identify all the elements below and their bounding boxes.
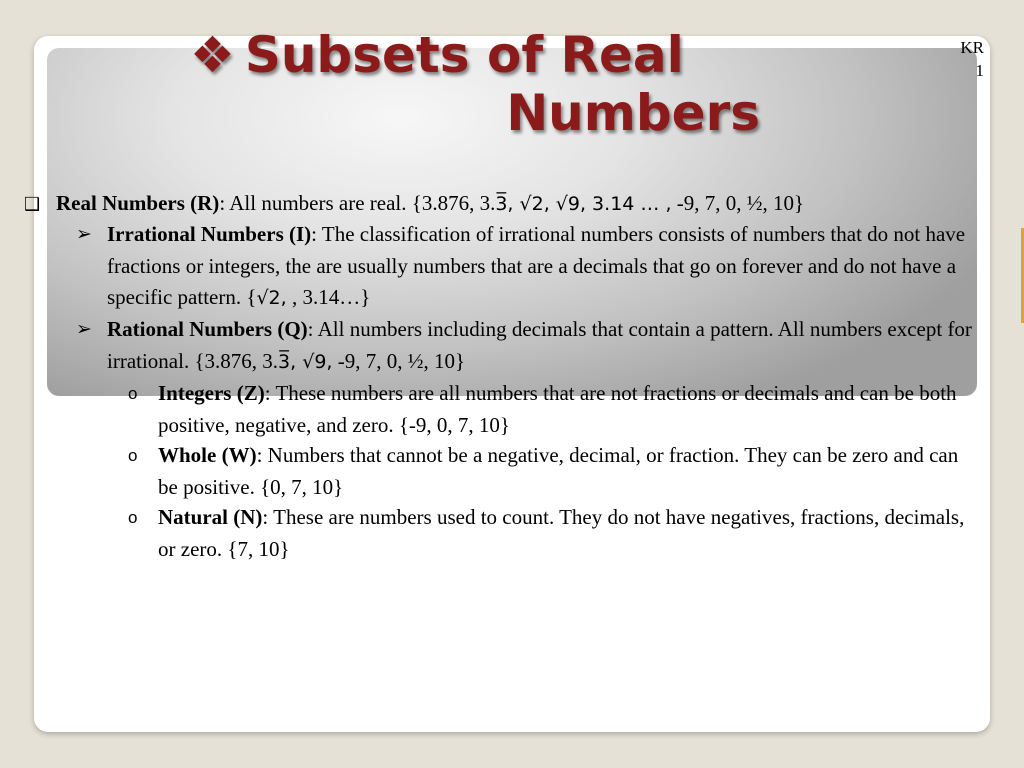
arrow-bullet-icon: ➢ xyxy=(76,318,92,340)
circle-bullet-icon: o xyxy=(128,508,138,527)
rational-numbers-math: 3̅, √9, xyxy=(278,350,333,373)
term-separator: : xyxy=(307,317,314,341)
title-line-1-text: Subsets of Real xyxy=(244,26,684,84)
term-separator: : xyxy=(219,191,226,215)
list-item-integers xyxy=(128,378,978,441)
term-whole: Whole (W) xyxy=(158,443,257,467)
natural-description: These are numbers used to count. They do not have negatives, fractions, decimals, or zero. {7, 10} xyxy=(158,505,965,561)
list-item-irrational-numbers xyxy=(76,219,987,315)
term-integers: Integers (Z) xyxy=(158,381,265,405)
checkbox-bullet-icon: ❑ xyxy=(24,194,41,215)
rational-numbers-description: All numbers including decimals that contain a pattern. All numbers except for irrational. {3.876, 3. xyxy=(107,317,972,373)
list-item-rational-numbers xyxy=(76,314,987,378)
title-line-2: Numbers xyxy=(506,84,760,142)
term-separator: : xyxy=(256,443,263,467)
integers-description: These numbers are all numbers that are not fractions or decimals and can be both positive, negative, and zero. {-9, 0, 7, 10} xyxy=(158,381,957,437)
circle-bullet-icon: o xyxy=(128,446,138,465)
term-real-numbers: Real Numbers (R) xyxy=(56,191,220,215)
irrational-numbers-math: √2, xyxy=(256,287,287,309)
list-item-whole xyxy=(128,440,978,503)
real-numbers-examples: -9, 7, 0, ½, 10} xyxy=(671,191,805,215)
irrational-numbers-examples: , 3.14…} xyxy=(286,285,371,309)
corner-tag-line-1: KR xyxy=(960,38,984,57)
corner-tag-line-2: 1 xyxy=(975,61,984,80)
title-bullet-icon: ❖ xyxy=(190,26,235,84)
corner-tag xyxy=(944,36,984,82)
list-item-natural xyxy=(128,502,978,565)
real-numbers-math: 3̅, √2, √9, 3.14 … , xyxy=(495,193,672,215)
circle-bullet-icon: o xyxy=(128,384,138,403)
term-irrational-numbers: Irrational Numbers (I) xyxy=(107,222,312,246)
whole-description: Numbers that cannot be a negative, decimal, or fraction. They can be zero and can be positive. {0, 7, 10} xyxy=(158,443,959,499)
term-separator: : xyxy=(311,222,317,246)
term-rational-numbers: Rational Numbers (Q) xyxy=(107,317,308,341)
rational-numbers-examples: -9, 7, 0, ½, 10} xyxy=(332,348,466,373)
term-natural: Natural (N) xyxy=(158,505,263,529)
slide-title xyxy=(190,26,770,142)
real-numbers-description: All numbers are real. {3.876, 3. xyxy=(225,191,496,215)
arrow-bullet-icon: ➢ xyxy=(76,223,92,245)
term-separator: : xyxy=(262,505,269,529)
list-item-real-numbers xyxy=(24,188,986,221)
term-separator: : xyxy=(264,381,271,405)
irrational-numbers-description: The classification of irrational numbers consists of numbers that do not have fractions or integers, the are usually numbers that are a decimals that go on forever and do not have a specific pattern. { xyxy=(107,222,966,309)
title-line-1 xyxy=(190,26,770,84)
